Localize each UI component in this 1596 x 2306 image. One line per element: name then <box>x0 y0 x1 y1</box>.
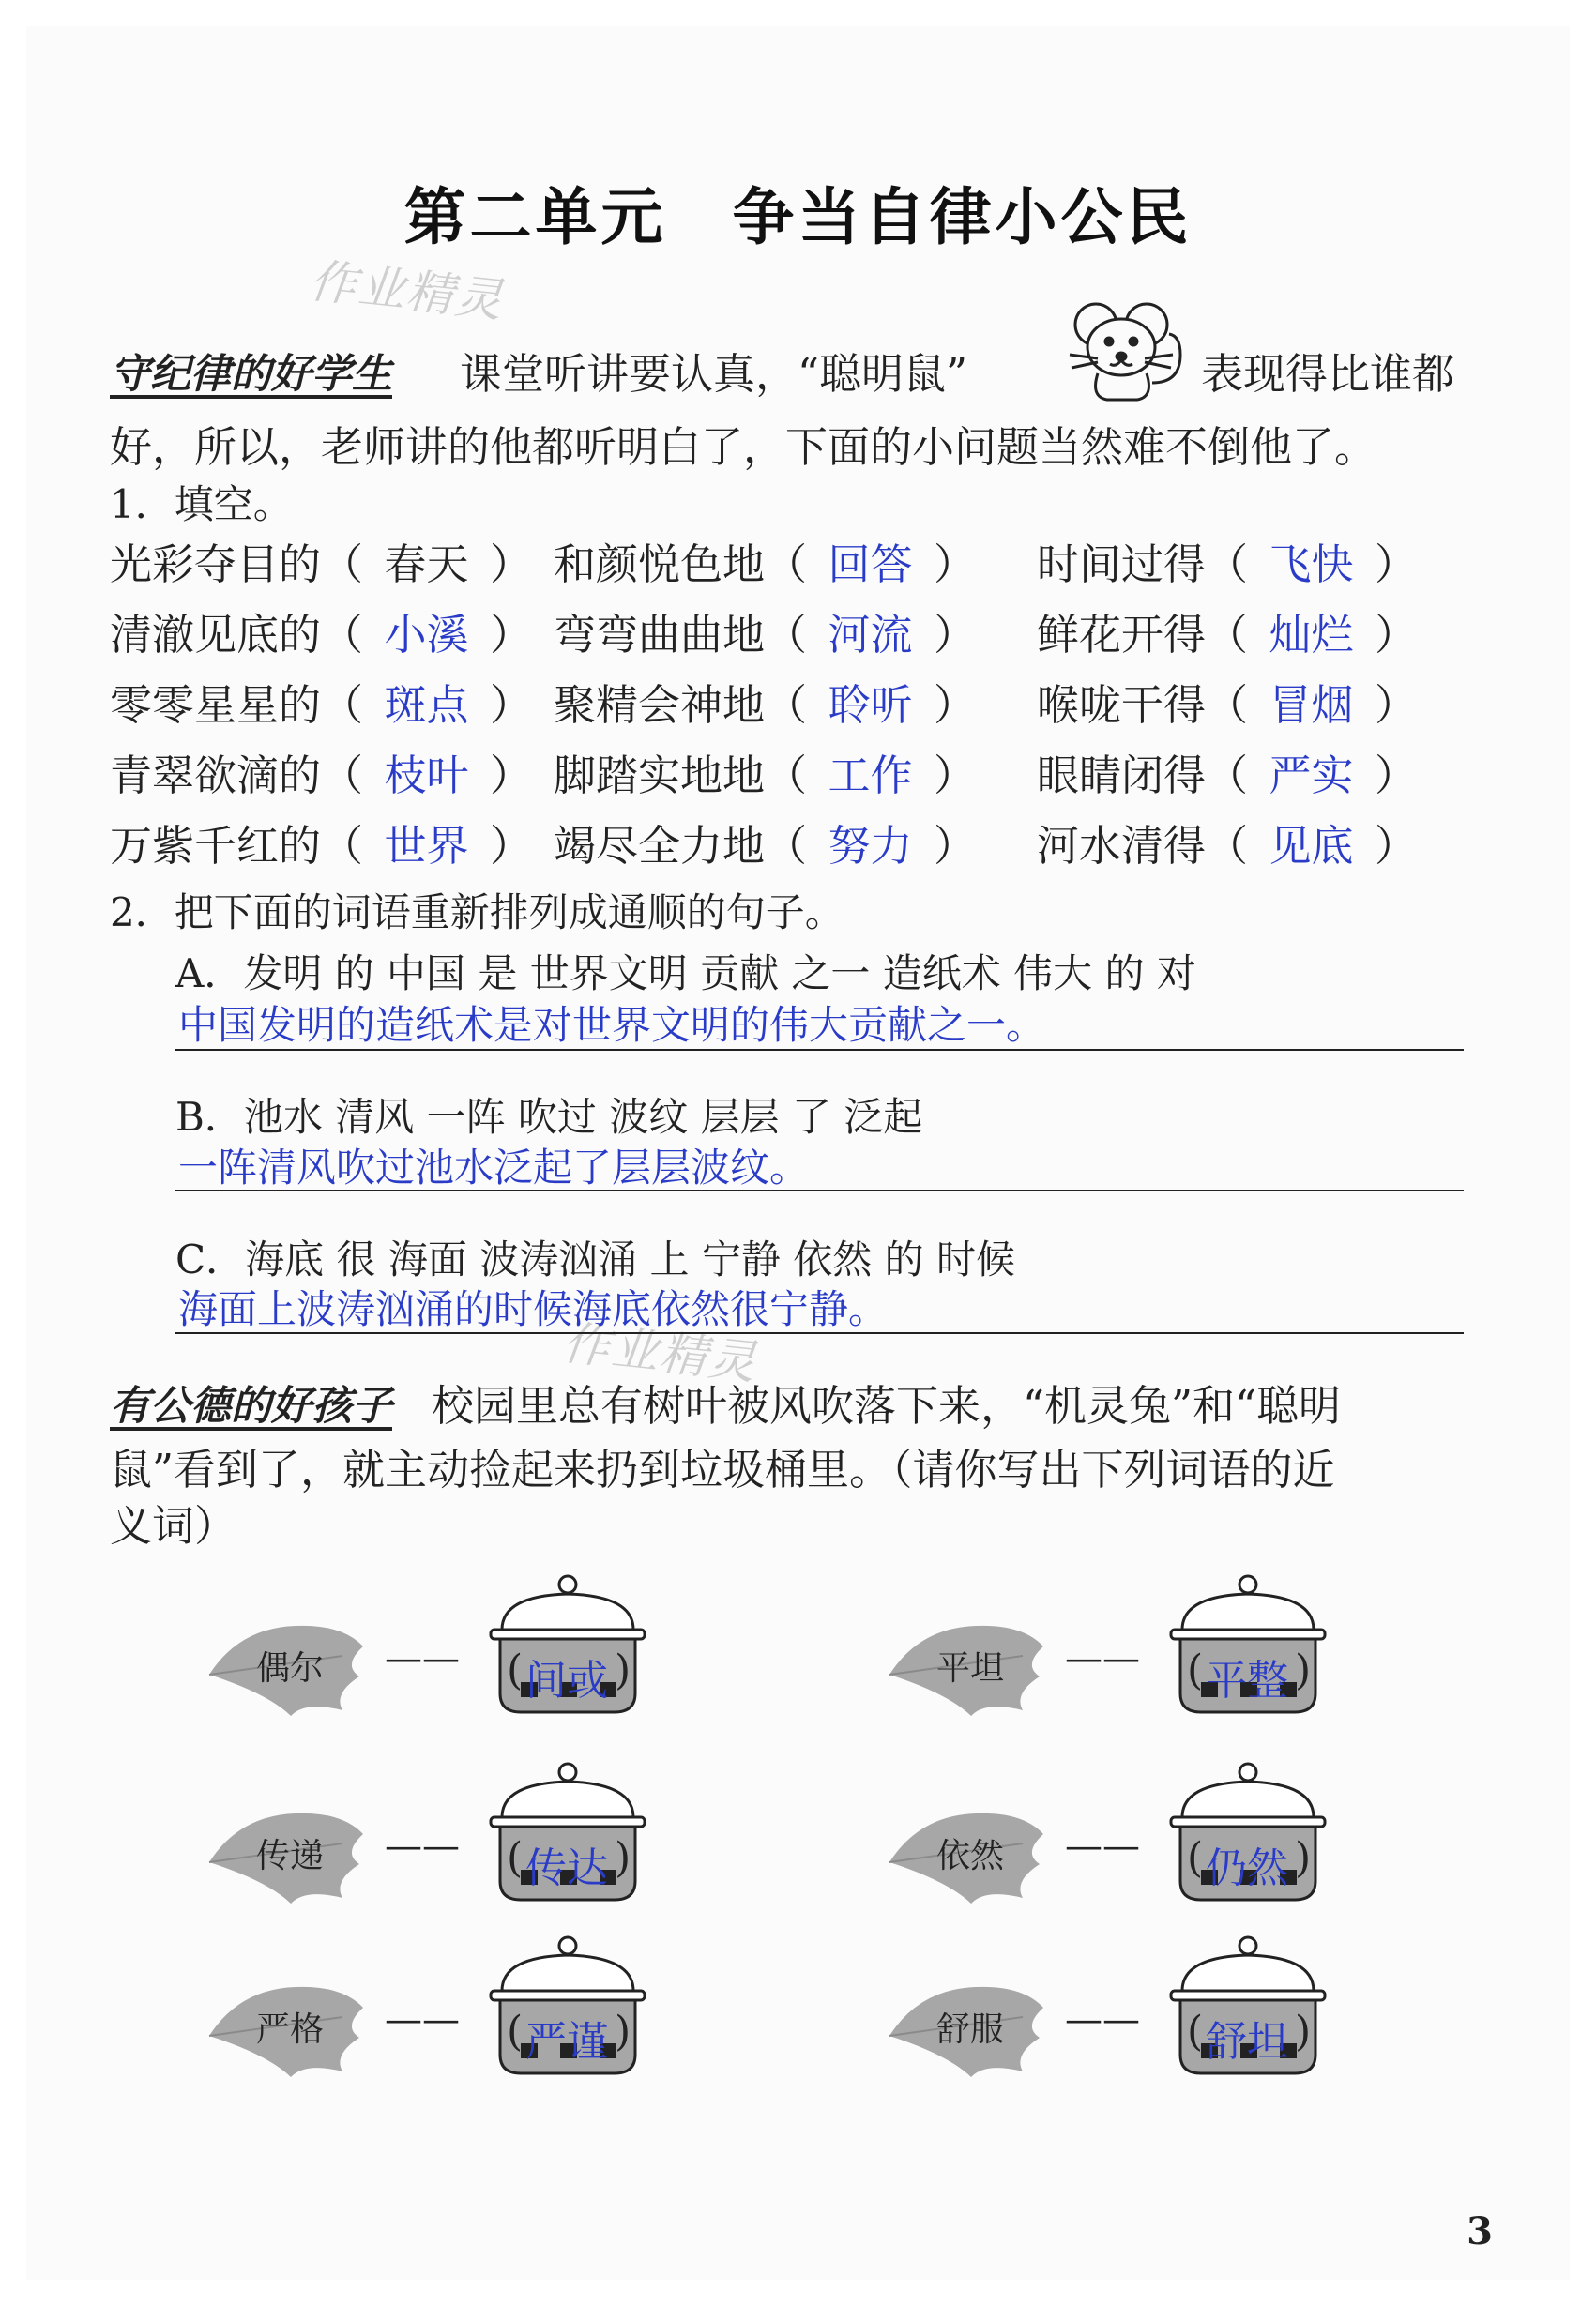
answer-underline <box>175 1190 1464 1191</box>
watermark: 作业精灵 <box>560 1315 761 1390</box>
blank-prompt: 和颜悦色地（ <box>554 539 808 589</box>
fill-blank-item <box>110 812 532 872</box>
blank-prompt: 鲜花开得（ <box>1037 610 1249 660</box>
blank-close: ） <box>934 539 977 589</box>
blank-prompt: 眼睛闭得（ <box>1037 751 1249 800</box>
pot-paren-close: ) <box>615 2008 631 2056</box>
synonym-answer: 严谨 <box>525 2018 608 2066</box>
pot-paren-open: ( <box>507 1646 524 1694</box>
synonym-answer: 仍然 <box>1206 1844 1288 1892</box>
blank-answer: 枝叶 <box>384 751 469 800</box>
blank-prompt: 光彩夺目的（ <box>110 539 364 589</box>
fill-blank-item <box>110 741 532 802</box>
blank-answer: 严实 <box>1269 751 1354 800</box>
connector-dash: —— <box>385 1998 460 2041</box>
blank-answer: 小溪 <box>384 610 469 660</box>
answer-underline <box>175 1049 1464 1051</box>
synonym-answer: 间或 <box>525 1657 608 1705</box>
blank-close: ） <box>934 751 977 800</box>
pot-paren-close: ) <box>615 1834 631 1882</box>
intro-text: 课堂听讲要认真，“聪明鼠” <box>460 349 968 399</box>
blank-answer: 努力 <box>828 821 913 871</box>
connector-dash: —— <box>1065 1825 1140 1868</box>
section2-text-line1: 校园里总有树叶被风吹落下来，“机灵兔”和“聪明 <box>432 1381 1342 1431</box>
blank-prompt: 喉咙干得（ <box>1037 680 1249 730</box>
blank-close: ） <box>1375 680 1418 730</box>
blank-close: ） <box>934 821 977 871</box>
synonym-word: 偶尔 <box>256 1649 325 1688</box>
section-heading: 守纪律的好学生 <box>110 351 392 398</box>
fill-blank-item <box>110 530 532 591</box>
watermark: 作业精灵 <box>307 253 508 328</box>
pot-paren-open: ( <box>1187 2008 1204 2056</box>
blank-answer: 工作 <box>828 751 913 800</box>
blank-close: ） <box>1375 821 1418 871</box>
synonym-word: 依然 <box>936 1837 1005 1875</box>
blank-close: ） <box>490 821 533 871</box>
blank-prompt: 万紫千红的（ <box>110 821 364 871</box>
blank-close: ） <box>490 680 533 730</box>
pot-paren-close: ) <box>1295 1834 1312 1882</box>
fill-blank-item <box>1037 812 1417 872</box>
answer-c: 海面上波涛汹涌的时候海底依然很宁静。 <box>178 1286 889 1332</box>
blank-prompt: 清澈见底的（ <box>110 610 364 660</box>
pot-paren-open: ( <box>507 2008 524 2056</box>
pot-paren-open: ( <box>1187 1834 1204 1882</box>
word-list-a: A．发明 的 中国 是 世界文明 贡献 之一 造纸术 伟大 的 对 <box>175 950 1196 996</box>
blank-close: ） <box>490 539 533 589</box>
blank-answer: 春天 <box>384 539 469 589</box>
section2-text-line3: 义词） <box>110 1501 237 1551</box>
answer-underline <box>175 1332 1464 1334</box>
fill-blank-item <box>1037 530 1417 591</box>
blank-close: ） <box>1375 751 1418 800</box>
blank-answer: 聆听 <box>828 680 913 730</box>
pot-paren-open: ( <box>1187 1646 1204 1694</box>
blank-close: ） <box>1375 610 1418 660</box>
synonym-answer: 传达 <box>525 1844 608 1892</box>
blank-prompt: 零零星星的（ <box>110 680 364 730</box>
fill-blank-item <box>110 671 532 732</box>
connector-dash: —— <box>1065 1998 1140 2041</box>
pot-paren-close: ) <box>615 1646 631 1694</box>
blank-close: ） <box>934 610 977 660</box>
connector-dash: —— <box>1065 1637 1140 1680</box>
page-number: 3 <box>1467 2209 1493 2253</box>
pot-paren-open: ( <box>507 1834 524 1882</box>
intro-text-line2: 好，所以，老师讲的他都听明白了，下面的小问题当然难不倒他了。 <box>110 422 1377 472</box>
fill-blank-item <box>554 812 976 872</box>
blank-prompt: 聚精会神地（ <box>554 680 808 730</box>
synonym-word: 严格 <box>256 2010 325 2049</box>
question-2-label: 2．把下面的词语重新排列成通顺的句子。 <box>110 889 844 935</box>
synonym-word: 平坦 <box>936 1649 1005 1688</box>
blank-answer: 飞快 <box>1269 539 1354 589</box>
question-1-label: 1．填空。 <box>110 481 293 527</box>
fill-blank-item <box>554 741 976 802</box>
blank-close: ） <box>1375 539 1418 589</box>
blank-prompt: 竭尽全力地（ <box>554 821 808 871</box>
word-list-b: B．池水 清风 一阵 吹过 波纹 层层 了 泛起 <box>175 1094 923 1140</box>
intro-text-tail: 表现得比谁都 <box>1201 349 1455 399</box>
connector-dash: —— <box>385 1825 460 1868</box>
blank-answer: 灿烂 <box>1269 610 1354 660</box>
blank-prompt: 脚踏实地地（ <box>554 751 808 800</box>
fill-blank-item <box>1037 671 1417 732</box>
answer-b: 一阵清风吹过池水泛起了层层波纹。 <box>178 1145 810 1191</box>
blank-close: ） <box>490 751 533 800</box>
fill-blank-item <box>554 671 976 732</box>
word-list-c: C．海底 很 海面 波涛汹涌 上 宁静 依然 的 时候 <box>175 1236 1015 1282</box>
section-heading-2: 有公德的好孩子 <box>110 1383 392 1430</box>
blank-answer: 回答 <box>828 539 913 589</box>
blank-prompt: 时间过得（ <box>1037 539 1249 589</box>
synonym-word: 传递 <box>256 1837 325 1875</box>
fill-blank-item <box>110 600 532 661</box>
blank-answer: 斑点 <box>384 680 469 730</box>
answer-a: 中国发明的造纸术是对世界文明的伟大贡献之一。 <box>178 1002 1046 1048</box>
blank-answer: 世界 <box>384 821 469 871</box>
pot-paren-close: ) <box>1295 1646 1312 1694</box>
fill-blank-item <box>1037 741 1417 802</box>
mouse-icon <box>1041 280 1192 402</box>
blank-answer: 冒烟 <box>1269 680 1354 730</box>
blank-prompt: 河水清得（ <box>1037 821 1249 871</box>
connector-dash: —— <box>385 1637 460 1680</box>
page-title: 第二单元 争当自律小公民 <box>403 181 1193 253</box>
blank-close: ） <box>934 680 977 730</box>
synonym-answer: 平整 <box>1206 1657 1288 1705</box>
blank-answer: 河流 <box>828 610 913 660</box>
blank-prompt: 弯弯曲曲地（ <box>554 610 808 660</box>
blank-answer: 见底 <box>1269 821 1354 871</box>
fill-blank-item <box>554 530 976 591</box>
blank-close: ） <box>490 610 533 660</box>
fill-blank-item <box>554 600 976 661</box>
synonym-word: 舒服 <box>936 2010 1005 2049</box>
fill-blank-item <box>1037 600 1417 661</box>
section2-text-line2: 鼠”看到了，就主动捡起来扔到垃圾桶里。（请你写出下列词语的近 <box>110 1445 1335 1494</box>
synonym-answer: 舒坦 <box>1206 2018 1288 2066</box>
blank-prompt: 青翠欲滴的（ <box>110 751 364 800</box>
pot-paren-close: ) <box>1295 2008 1312 2056</box>
